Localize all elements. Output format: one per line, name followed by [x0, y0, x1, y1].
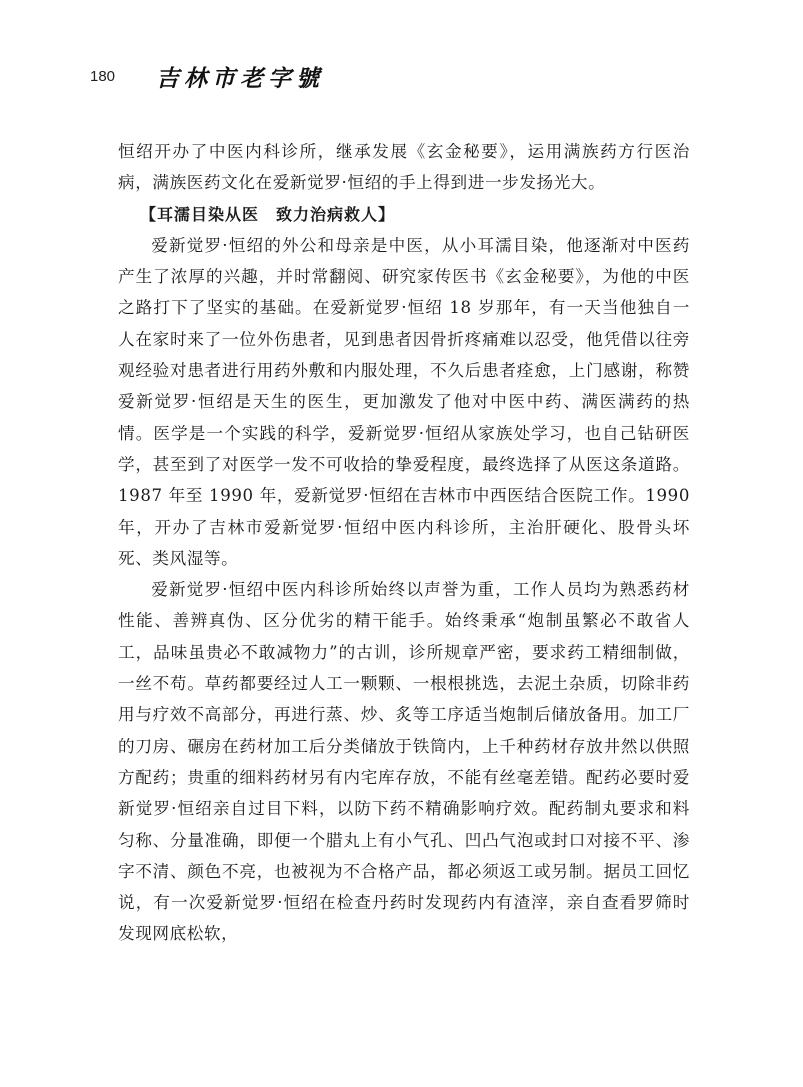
body-text — [118, 136, 690, 950]
paragraph-2: 爱新觉罗·恒绍中医内科诊所始终以声誉为重，工作人员均为熟悉药材性能、善辨真伪、区分优劣的精干能手。始终秉承“炮制虽繁必不敢省人工，品味虽贵必不敢减物力”的古训，诊所规章严密，要求药工精细制做，一丝不苟。草药都要经过人工一颗颗、一根根挑选，去泥土杂质，切除非药用与疗效不高部分，再进行蒸、炒、炙等工序适当炮制后储放备用。加工厂的刀房、碾房在药材加工后分类储放于铁筒内，上千种药材存放井然以供照方配药；贵重的细料药材另有内宅库存放，不能有丝毫差错。配药必要时爱新觉罗·恒绍亲自过目下料，以防下药不精确影响疗效。配药制丸要求和料匀称、分量准确，即便一个腊丸上有小气孔、凹凸气泡或封口对接不平、渗字不清、颜色不亮，也被视为不合格产品，都必须返工或另制。据员工回忆说，有一次爱新觉罗·恒绍在检查丹药时发现药内有渣滓，亲自查看罗筛时发现网底松软， — [118, 580, 690, 944]
page-number: 180 — [90, 67, 116, 85]
section-heading: 【耳濡目染从医 致力治病救人】 — [140, 204, 396, 224]
book-title: 吉林市老字號 — [156, 64, 324, 92]
page-header — [90, 56, 324, 96]
paragraph-continuation: 恒绍开办了中医内科诊所，继承发展《玄金秘要》，运用满族药方行医治病，满族医药文化在爱新觉罗·恒绍的手上得到进一步发扬光大。 — [118, 142, 690, 193]
paragraph-1: 爱新觉罗·恒绍的外公和母亲是中医，从小耳濡目染，他逐渐对中医药产生了浓厚的兴趣，并时常翻阅、研究家传医书《玄金秘要》，为他的中医之路打下了坚实的基础。在爱新觉罗·恒绍 18 岁那年，有一天当他独自一人在家时来了一位外伤患者，见到患者因骨折疼痛难以忍受，他凭借以往旁观经验对患者进行用药外敷和内服处理，不久后患者痊愈，上门感谢，称赞爱新觉罗·恒绍是天生的医生，更加激发了他对中医中药、满医满药的热情。医学是一个实践的科学，爱新觉罗·恒绍从家族处学习，也自己钻研医学，甚至到了对医学一发不可收拾的挚爱程度，最终选择了从医这条道路。1987 年至 1990 年，爱新觉罗·恒绍在吉林市中西医结合医院工作。1990 年，开办了吉林市爱新觉罗·恒绍中医内科诊所，主治肝硬化、股骨头坏死、类风湿等。 — [118, 235, 690, 568]
